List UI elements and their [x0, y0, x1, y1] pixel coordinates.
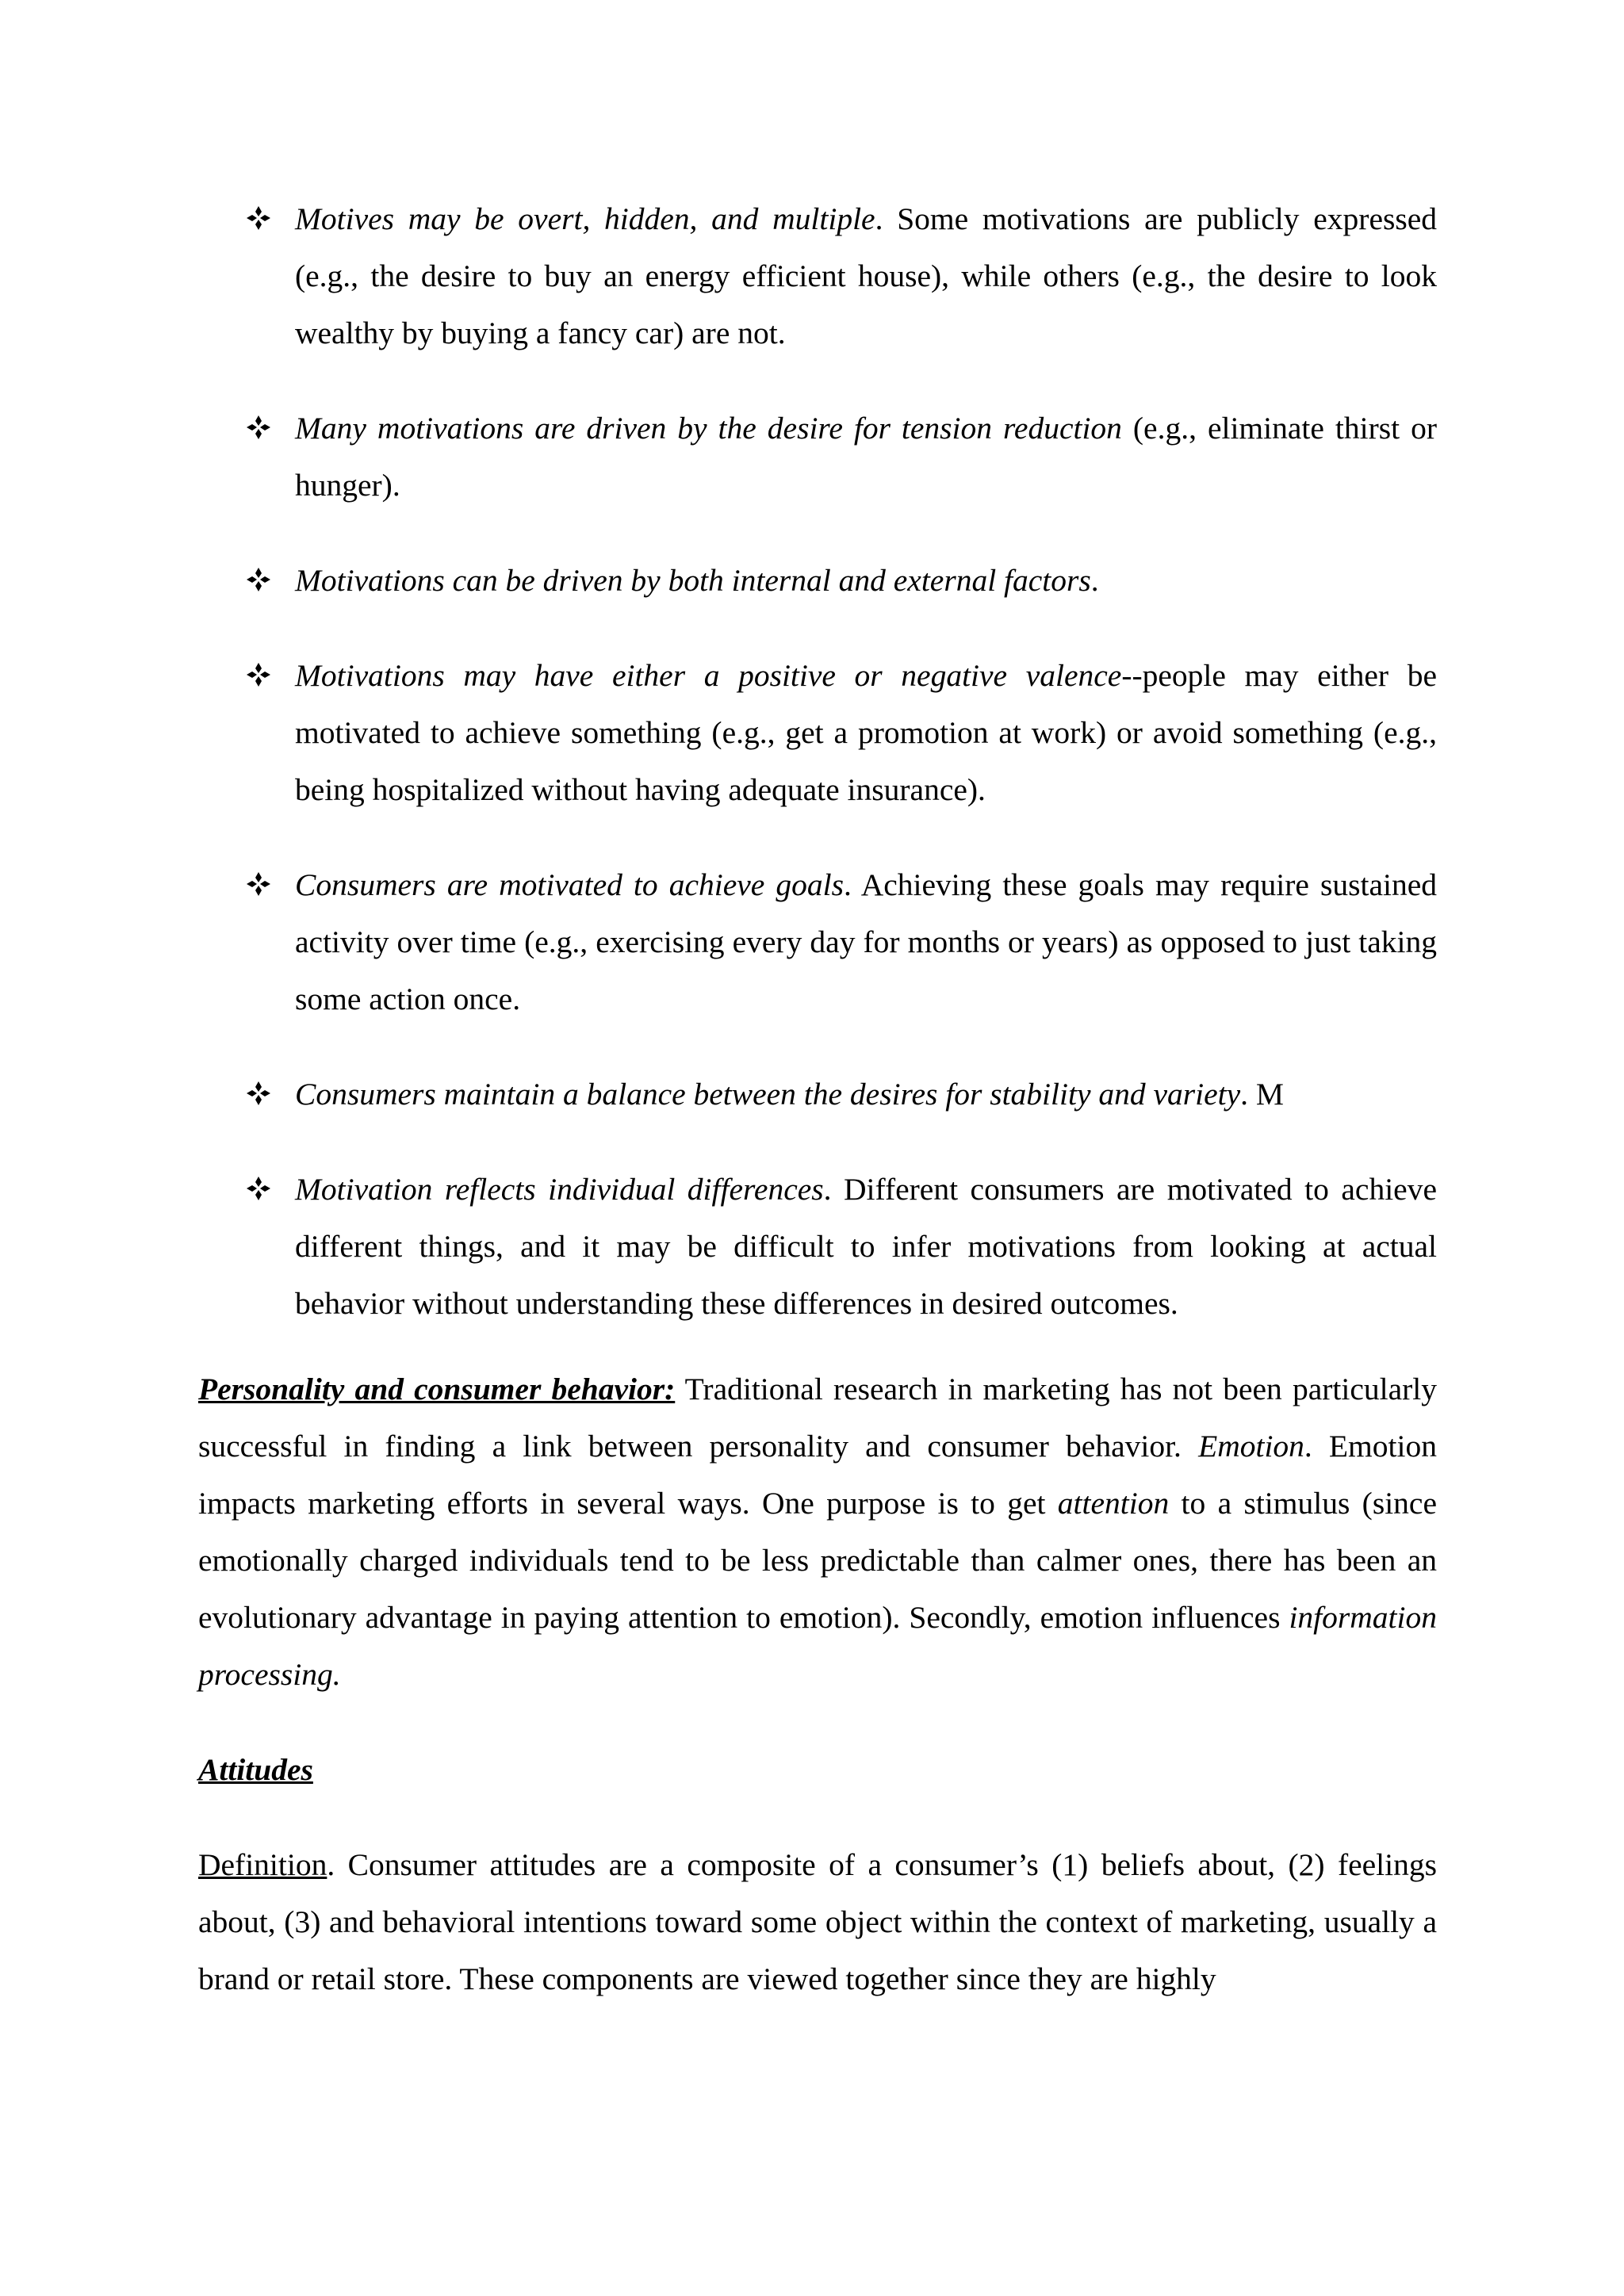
bullet-lead: Consumers are motivated to achieve goals — [295, 867, 844, 902]
paragraph-text: . Emotion impacts marketing efforts in several ways. One purpose is to get — [198, 1429, 1437, 1521]
attention-term: attention — [1057, 1486, 1170, 1521]
paragraph-text: . Consumer attitudes are a composite of a consumer’s (1) beliefs about, (2) feelings about, (3) and behavioral intentions toward some object within the context of marketing, usually a brand or retail store. These components are viewed together since they are highly — [198, 1847, 1437, 1996]
bullet-lead: Motivations may have either a positive or negative valence — [295, 658, 1122, 693]
bullet-lead: Motivation reflects individual differences — [295, 1172, 824, 1207]
bullet-item — [238, 190, 1437, 362]
bullet-text: --people may either be motivated to achieve something (e.g., get a promotion at work) or avoid something (e.g., being hospitalized without having adequate insurance). — [295, 658, 1437, 807]
bullet-text: (e.g., eliminate thirst or hunger). — [295, 411, 1437, 503]
definition-label: Definition — [198, 1847, 327, 1882]
diamond-bullet-icon — [246, 190, 278, 247]
bullet-lead: Consumers maintain a balance between the desires for stability and variety — [295, 1077, 1241, 1112]
motivation-bullet-list — [238, 190, 1437, 1370]
bullet-item — [238, 647, 1437, 818]
attitudes-heading: Attitudes — [198, 1752, 313, 1787]
diamond-bullet-icon — [246, 856, 278, 913]
diamond-bullet-icon — [246, 400, 278, 457]
bullet-text: . M — [1240, 1077, 1285, 1112]
attitudes-definition-paragraph — [198, 1836, 1437, 2007]
bullet-lead: Motivations can be driven by both internal and external factors — [295, 563, 1091, 598]
bullet-text: . Different consumers are motivated to achieve different things, and it may be difficult to infer motivations from looking at actual behavior without understanding these differences in desired outcomes. — [295, 1172, 1437, 1321]
bullet-item — [238, 1066, 1437, 1123]
bullet-text: . — [1090, 563, 1099, 598]
bullet-item — [238, 552, 1437, 609]
personality-heading: Personality and consumer behavior: — [198, 1372, 676, 1406]
bullet-item — [238, 856, 1437, 1027]
bullet-lead: Motives may be overt, hidden, and multiple — [295, 201, 875, 236]
personality-paragraph — [198, 1360, 1437, 1703]
paragraph-text: Traditional research in marketing has not been particularly successful in finding a link between personality and consumer behavior. — [198, 1372, 1438, 1464]
bullet-lead: Many motivations are driven by the desire for tension reduction — [295, 411, 1122, 446]
bullet-item — [238, 400, 1437, 514]
bullet-item — [238, 1161, 1437, 1332]
bullet-text: . Achieving these goals may require sustained activity over time (e.g., exercising every day for months or years) as opposed to just taking some action once. — [295, 867, 1437, 1016]
diamond-bullet-icon — [246, 552, 278, 609]
bullet-text: . Some motivations are publicly expressed (e.g., the desire to buy an energy efficient house), while others (e.g., the desire to look wealthy by buying a fancy car) are not. — [295, 201, 1438, 350]
emotion-term: Emotion — [1198, 1429, 1304, 1464]
paragraph-text: to a stimulus (since emotionally charged individuals tend to be less predictable than calmer ones, there has been an evolutionary advantage in paying attention to emotion). Secondly, emotion influences — [198, 1486, 1437, 1635]
attitudes-heading-line — [198, 1741, 1437, 1798]
diamond-bullet-icon — [246, 1161, 278, 1218]
diamond-bullet-icon — [246, 647, 278, 704]
information-processing-term: information processing. — [198, 1600, 1437, 1692]
diamond-bullet-icon — [246, 1066, 278, 1123]
